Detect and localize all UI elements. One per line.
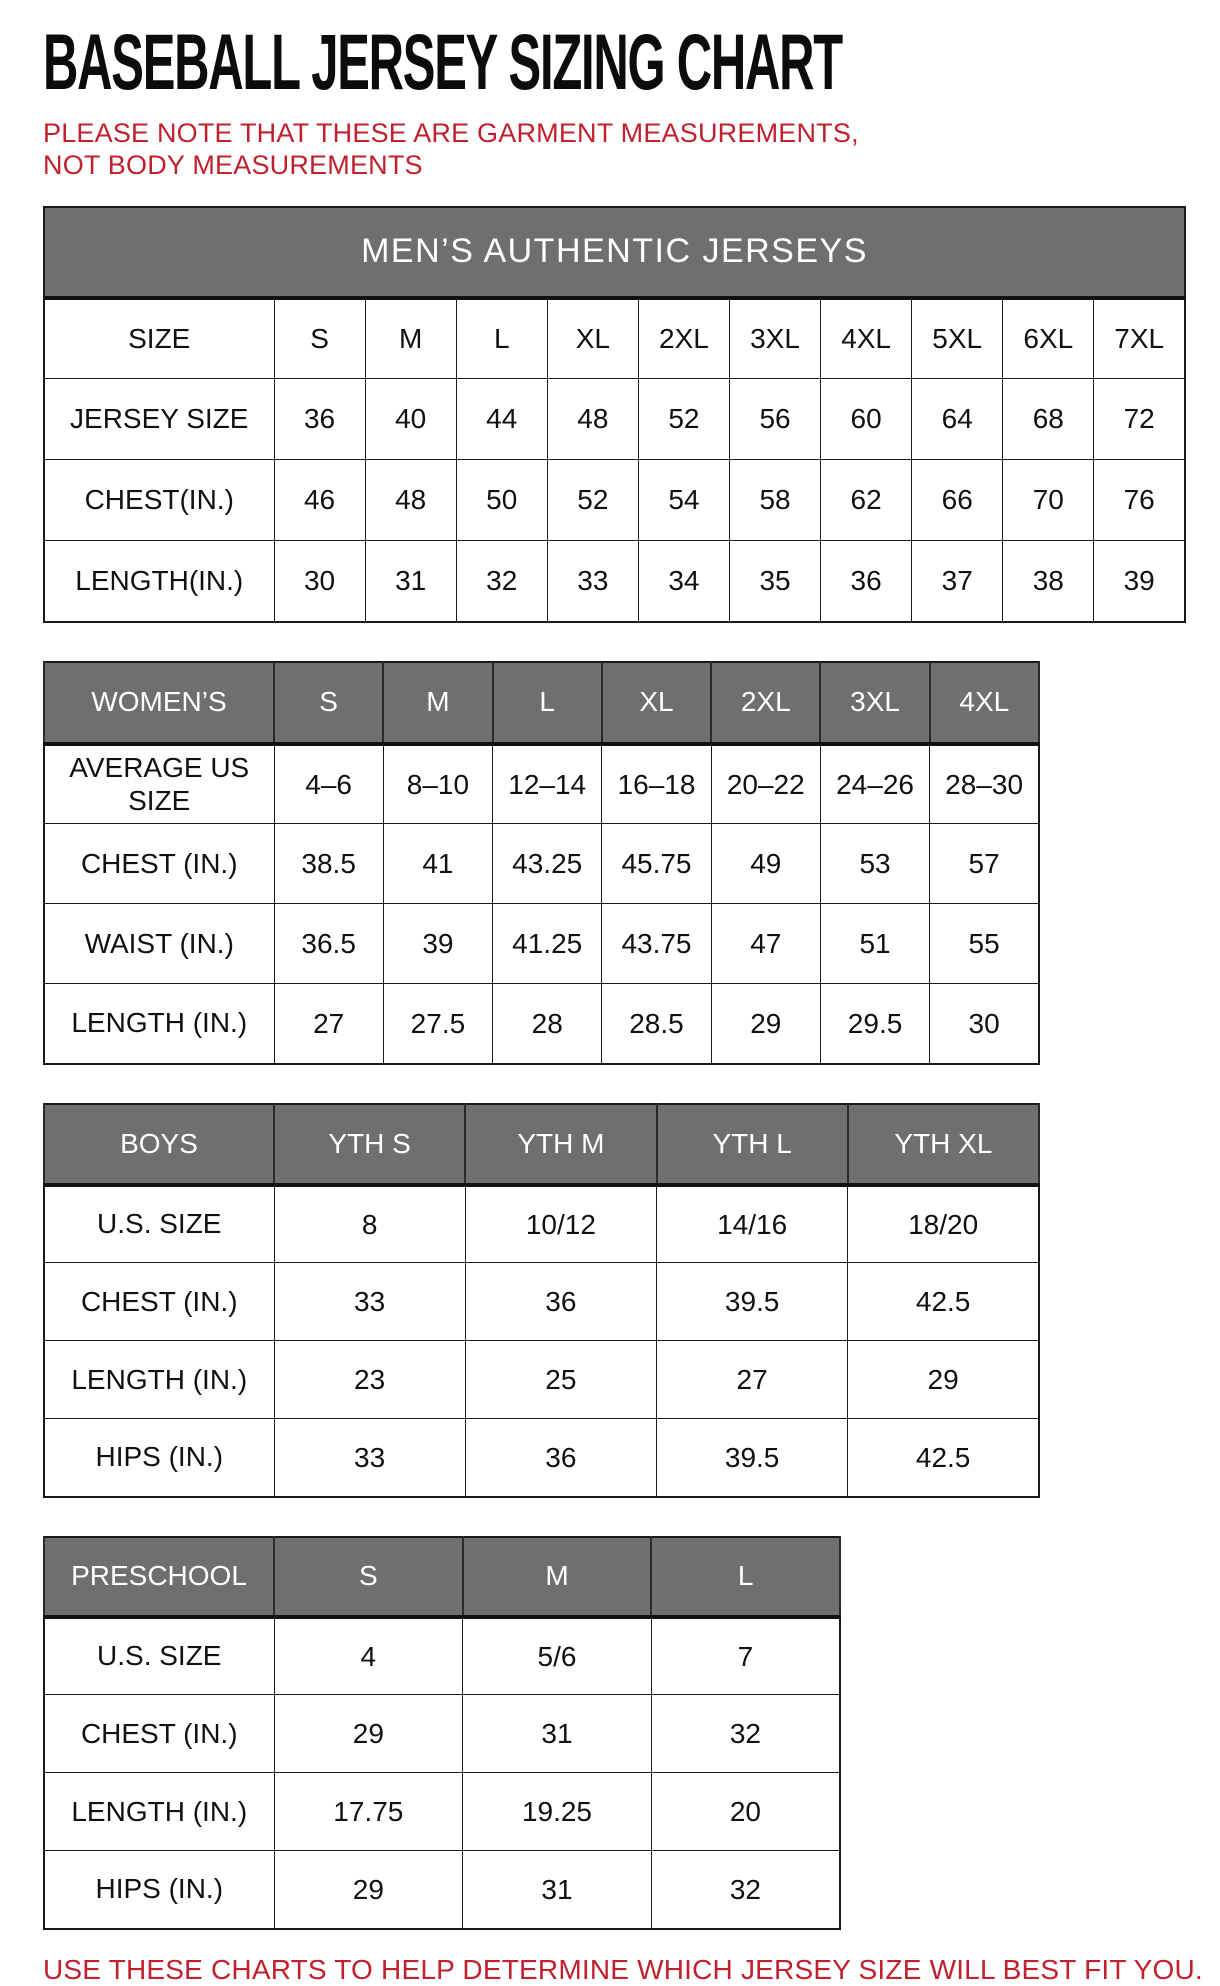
label-cell: HIPS (IN.) [44,1851,274,1929]
womens-row [44,744,1039,824]
value-cell: 20–22 [711,744,820,824]
label-cell: U.S. SIZE [44,1617,274,1695]
value-cell: 45.75 [602,824,711,904]
value-cell: 17.75 [274,1773,463,1851]
value-cell: 36.5 [274,904,383,984]
value-cell: 76 [1094,460,1185,541]
mens-row [44,298,1185,379]
footer-note: USE THESE CHARTS TO HELP DETERMINE WHICH JERSEY SIZE WILL BEST FIT YOU. [43,1953,1203,1985]
value-cell: 33 [274,1263,465,1341]
value-cell: 31 [463,1695,652,1773]
womens-header-cell: 2XL [711,662,820,744]
label-cell: CHEST (IN.) [44,1263,274,1341]
value-cell: 38 [1003,541,1094,622]
womens-header-cell: L [493,662,602,744]
value-cell: 20 [651,1773,840,1851]
value-cell: 55 [930,904,1039,984]
value-cell: 58 [729,460,820,541]
value-cell: 4 [274,1617,463,1695]
boys-row [44,1419,1039,1497]
boys-header-cell: YTH L [657,1104,848,1185]
value-cell: 54 [638,460,729,541]
value-cell: 29 [848,1341,1039,1419]
label-cell: LENGTH (IN.) [44,1341,274,1419]
preschool-row [44,1617,840,1695]
preschool-row [44,1695,840,1773]
value-cell: 5/6 [463,1617,652,1695]
value-cell: 36 [465,1263,656,1341]
preschool-header-cell: PRESCHOOL [44,1537,274,1617]
value-cell: 29 [274,1851,463,1929]
womens-header-cell: 4XL [930,662,1039,744]
label-cell: U.S. SIZE [44,1185,274,1263]
label-cell: LENGTH (IN.) [44,984,274,1064]
value-cell: 33 [274,1419,465,1497]
boys-sizing-table [43,1103,1040,1498]
preschool-header-cell: M [463,1537,652,1617]
womens-row [44,904,1039,984]
value-cell: 42.5 [848,1419,1039,1497]
value-cell: 27 [274,984,383,1064]
value-cell: 36 [465,1419,656,1497]
value-cell: 50 [456,460,547,541]
preschool-header-cell: L [651,1537,840,1617]
value-cell: 32 [651,1851,840,1929]
value-cell: 35 [729,541,820,622]
value-cell: 51 [820,904,929,984]
value-cell: 41.25 [493,904,602,984]
value-cell: 25 [465,1341,656,1419]
value-cell: 18/20 [848,1185,1039,1263]
value-cell: 36 [274,379,365,460]
label-cell: LENGTH (IN.) [44,1773,274,1851]
boys-row [44,1185,1039,1263]
value-cell: 56 [729,379,820,460]
mens-banner: MEN’S AUTHENTIC JERSEYS [44,207,1185,298]
womens-header-cell: S [274,662,383,744]
womens-row [44,824,1039,904]
label-cell: CHEST (IN.) [44,1695,274,1773]
mens-row [44,541,1185,622]
value-cell: 29.5 [820,984,929,1064]
value-cell: L [456,298,547,379]
value-cell: 30 [274,541,365,622]
value-cell: 40 [365,379,456,460]
preschool-header-row [44,1537,840,1617]
value-cell: 36 [821,541,912,622]
value-cell: 29 [274,1695,463,1773]
value-cell: 19.25 [463,1773,652,1851]
value-cell: 37 [912,541,1003,622]
value-cell: 28 [493,984,602,1064]
value-cell: 72 [1094,379,1185,460]
womens-header-cell: 3XL [820,662,929,744]
garment-measurements-note: PLEASE NOTE THAT THESE ARE GARMENT MEASUREMENTS, NOT BODY MEASUREMENTS [43,118,859,181]
boys-header-cell: YTH M [465,1104,656,1185]
value-cell: 62 [821,460,912,541]
value-cell: 7 [651,1617,840,1695]
mens-banner-row [44,207,1185,298]
value-cell: 43.75 [602,904,711,984]
label-cell: HIPS (IN.) [44,1419,274,1497]
value-cell: 43.25 [493,824,602,904]
value-cell: 28.5 [602,984,711,1064]
value-cell: 39 [1094,541,1185,622]
value-cell: XL [547,298,638,379]
value-cell: 28–30 [930,744,1039,824]
value-cell: 60 [821,379,912,460]
value-cell: 47 [711,904,820,984]
value-cell: 31 [365,541,456,622]
womens-header-cell: WOMEN’S [44,662,274,744]
boys-header-cell: BOYS [44,1104,274,1185]
value-cell: 49 [711,824,820,904]
label-cell: CHEST(IN.) [44,460,274,541]
value-cell: 64 [912,379,1003,460]
value-cell: 41 [383,824,492,904]
value-cell: 8 [274,1185,465,1263]
value-cell: 23 [274,1341,465,1419]
label-cell: AVERAGE US SIZE [44,744,274,824]
womens-header-cell: M [383,662,492,744]
boys-header-cell: YTH XL [848,1104,1039,1185]
womens-header-row [44,662,1039,744]
preschool-header-cell: S [274,1537,463,1617]
value-cell: 3XL [729,298,820,379]
value-cell: 39 [383,904,492,984]
value-cell: 46 [274,460,365,541]
value-cell: 31 [463,1851,652,1929]
value-cell: 4–6 [274,744,383,824]
mens-row [44,379,1185,460]
label-cell: SIZE [44,298,274,379]
value-cell: 57 [930,824,1039,904]
value-cell: 48 [365,460,456,541]
value-cell: 53 [820,824,929,904]
mens-row [44,460,1185,541]
value-cell: 8–10 [383,744,492,824]
value-cell: 5XL [912,298,1003,379]
value-cell: 39.5 [657,1263,848,1341]
value-cell: 29 [711,984,820,1064]
boys-header-row [44,1104,1039,1185]
value-cell: 52 [547,460,638,541]
value-cell: 68 [1003,379,1094,460]
value-cell: 32 [651,1695,840,1773]
value-cell: 42.5 [848,1263,1039,1341]
value-cell: 70 [1003,460,1094,541]
value-cell: S [274,298,365,379]
value-cell: 48 [547,379,638,460]
value-cell: 27 [657,1341,848,1419]
value-cell: 6XL [1003,298,1094,379]
value-cell: 44 [456,379,547,460]
value-cell: 30 [930,984,1039,1064]
value-cell: 39.5 [657,1419,848,1497]
preschool-row [44,1851,840,1929]
value-cell: 12–14 [493,744,602,824]
label-cell: LENGTH(IN.) [44,541,274,622]
preschool-sizing-table [43,1536,841,1930]
mens-authentic-jerseys-table [43,206,1186,623]
value-cell: M [365,298,456,379]
value-cell: 7XL [1094,298,1185,379]
value-cell: 38.5 [274,824,383,904]
value-cell: 24–26 [820,744,929,824]
boys-header-cell: YTH S [274,1104,465,1185]
womens-header-cell: XL [602,662,711,744]
label-cell: WAIST (IN.) [44,904,274,984]
value-cell: 34 [638,541,729,622]
value-cell: 10/12 [465,1185,656,1263]
value-cell: 32 [456,541,547,622]
value-cell: 33 [547,541,638,622]
value-cell: 66 [912,460,1003,541]
page-title: BASEBALL JERSEY SIZING CHART [43,17,842,106]
label-cell: JERSEY SIZE [44,379,274,460]
womens-sizing-table [43,661,1040,1065]
label-cell: CHEST (IN.) [44,824,274,904]
preschool-row [44,1773,840,1851]
value-cell: 2XL [638,298,729,379]
value-cell: 52 [638,379,729,460]
womens-row [44,984,1039,1064]
value-cell: 14/16 [657,1185,848,1263]
boys-row [44,1263,1039,1341]
value-cell: 16–18 [602,744,711,824]
value-cell: 4XL [821,298,912,379]
boys-row [44,1341,1039,1419]
value-cell: 27.5 [383,984,492,1064]
